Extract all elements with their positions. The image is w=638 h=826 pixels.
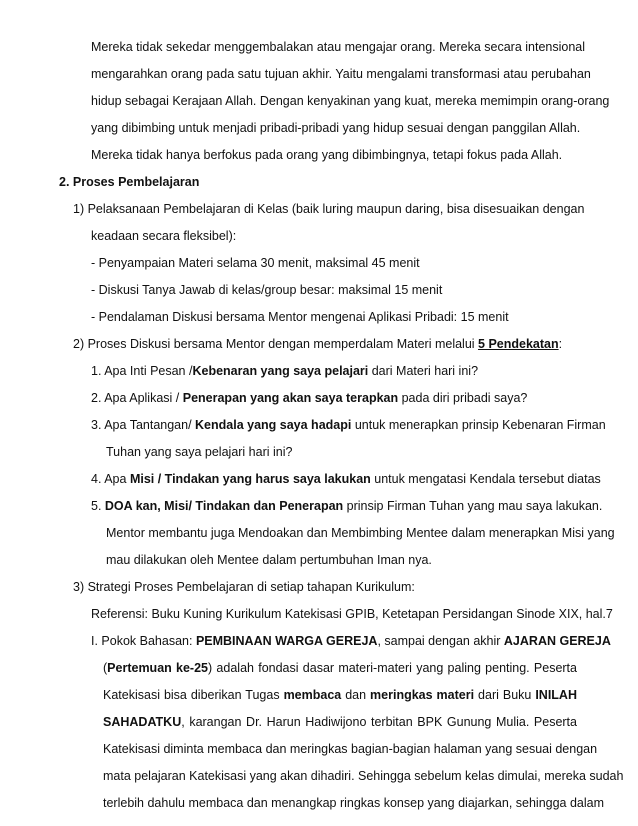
- intro-line-3: hidup sebagai Kerajaan Allah. Dengan kenyakinan yang kuat, mereka memimpin orang-orang: [91, 94, 610, 108]
- item3-line-1: 3) Strategi Proses Pembelajaran di setiap tahapan Kurikulum:: [73, 580, 415, 594]
- item1-bullet-2: - Diskusi Tanya Jawab di kelas/group besar: maksimal 15 menit: [91, 283, 443, 297]
- topic-line-4: SAHADATKU, karangan Dr. Harun Hadiwijono terbitan BPK Gunung Mulia. Peserta: [103, 715, 577, 729]
- approach-4: 4. Apa Misi / Tindakan yang harus saya lakukan untuk mengatasi Kendala tersebut diatas: [91, 472, 601, 486]
- approach-3-line-2: Tuhan yang saya pelajari hari ini?: [106, 445, 293, 459]
- approach-5-line-3: mau dilakukan oleh Mentee dalam pertumbuhan Iman nya.: [106, 553, 432, 567]
- topic-line-2: (Pertemuan ke-25) adalah fondasi dasar materi-materi yang paling penting. Peserta: [103, 661, 577, 675]
- approach-5-line-2: Mentor membantu juga Mendoakan dan Membimbing Mentee dalam menerapkan Misi yang: [106, 526, 615, 540]
- topic-line-3: Katekisasi bisa diberikan Tugas membaca dan meringkas materi dari Buku INILAH: [103, 688, 577, 702]
- section-heading: 2. Proses Pembelajaran: [59, 175, 200, 189]
- approach-1: 1. Apa Inti Pesan /Kebenaran yang saya pelajari dari Materi hari ini?: [91, 364, 479, 378]
- approach-2: 2. Apa Aplikasi / Penerapan yang akan saya terapkan pada diri pribadi saya?: [91, 391, 528, 405]
- intro-line-5: Mereka tidak hanya berfokus pada orang yang dibimbingnya, tetapi fokus pada Allah.: [91, 148, 563, 162]
- topic-line-6: mata pelajaran Katekisasi yang akan dihadiri. Sehingga sebelum kelas dimulai, mereka sudah: [103, 769, 624, 783]
- approach-5: 5. DOA kan, Misi/ Tindakan dan Penerapan prinsip Firman Tuhan yang mau saya lakukan.: [91, 499, 603, 513]
- item2-line-1: 2) Proses Diskusi bersama Mentor dengan memperdalam Materi melalui 5 Pendekatan:: [73, 337, 563, 351]
- topic-line-1: I. Pokok Bahasan: PEMBINAAN WARGA GEREJA, sampai dengan akhir AJARAN GEREJA: [91, 634, 611, 648]
- intro-line-4: yang dibimbing untuk menjadi pribadi-pribadi yang hidup sesuai dengan panggilan Allah.: [91, 121, 581, 135]
- approach-3: 3. Apa Tantangan/ Kendala yang saya hadapi untuk menerapkan prinsip Kebenaran Firman: [91, 418, 606, 432]
- intro-line-2: mengarahkan orang pada satu tujuan akhir. Yaitu mengalami transformasi atau perubahan: [91, 67, 591, 81]
- item1-bullet-1: - Penyampaian Materi selama 30 menit, maksimal 45 menit: [91, 256, 420, 270]
- reference-line: Referensi: Buku Kuning Kurikulum Katekisasi GPIB, Ketetapan Persidangan Sinode XIX, hal.7: [91, 607, 613, 621]
- item1-line-2: keadaan secara fleksibel):: [91, 229, 237, 243]
- intro-line-1: Mereka tidak sekedar menggembalakan atau mengajar orang. Mereka secara intensional: [91, 40, 586, 54]
- topic-line-7: terlebih dahulu membaca dan menangkap ringkas konsep yang diajarkan, sehingga dalam: [103, 796, 605, 810]
- item1-bullet-3: - Pendalaman Diskusi bersama Mentor mengenai Aplikasi Pribadi: 15 menit: [91, 310, 509, 324]
- item1-line-1: 1) Pelaksanaan Pembelajaran di Kelas (baik luring maupun daring, bisa disesuaikan dengan: [73, 202, 585, 216]
- topic-line-5: Katekisasi diminta membaca dan meringkas bagian-bagian halaman yang sesuai dengan: [103, 742, 598, 756]
